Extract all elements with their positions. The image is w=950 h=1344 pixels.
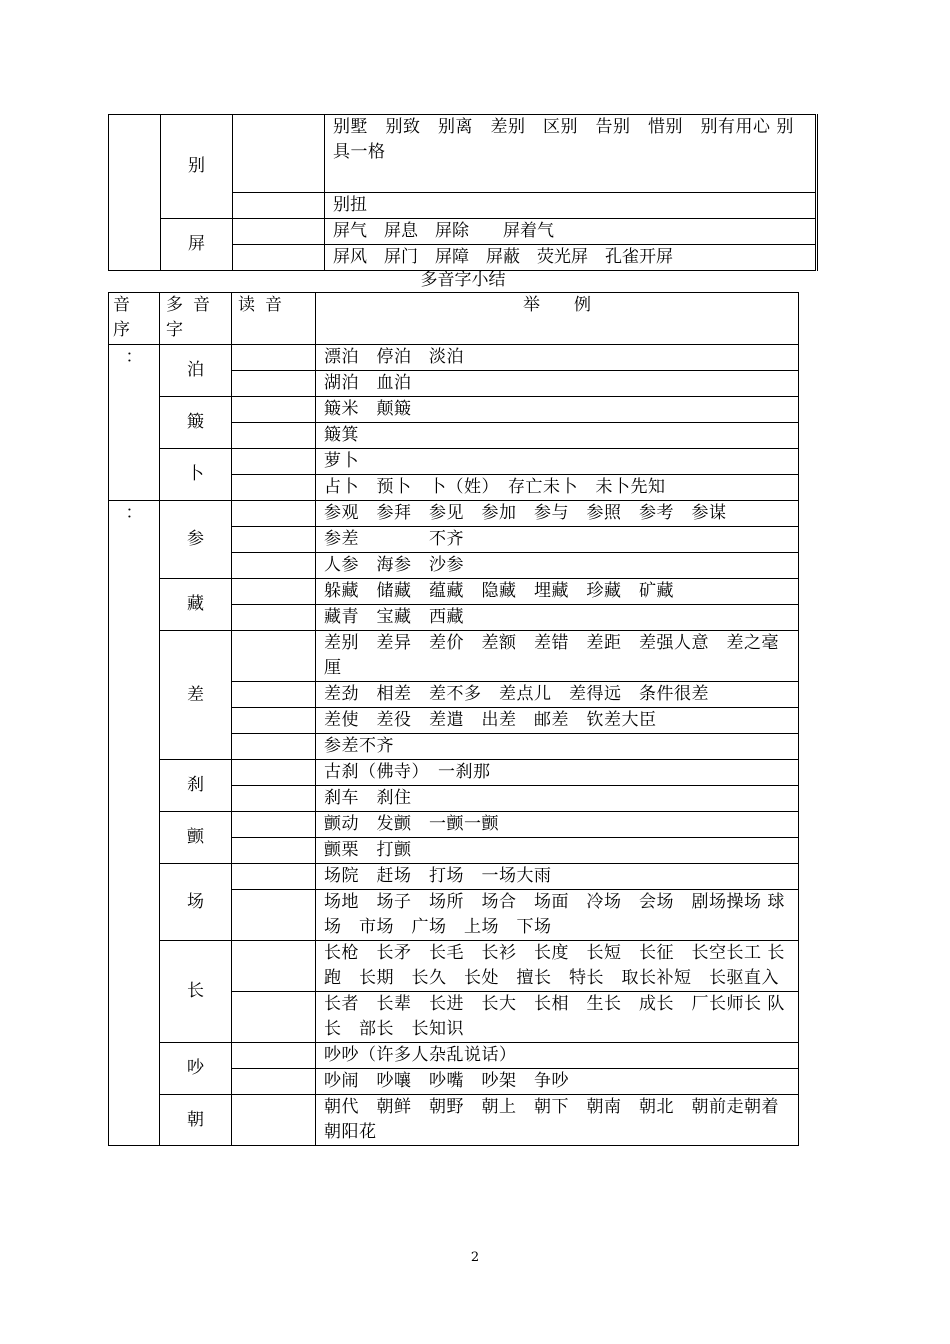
- seq-cell: ：: [109, 345, 160, 501]
- reading-cell: [232, 864, 316, 890]
- examples-cell: 人参 海参 沙参: [316, 553, 799, 579]
- top-table: [108, 114, 818, 271]
- examples-cell: 参差不齐: [316, 734, 799, 760]
- summary-body: [109, 345, 799, 1146]
- reading-cell: [232, 1069, 316, 1095]
- examples-cell: 别墅 别致 别离 差别 区别 告别 惜别 别有用心 别具一格: [325, 115, 817, 193]
- table-row: [109, 501, 799, 527]
- examples-cell: 差使 差役 差遣 出差 邮差 钦差大臣: [316, 708, 799, 734]
- header-reading: 读音: [232, 293, 316, 345]
- reading-cell: [232, 475, 316, 501]
- examples-cell: 萝卜: [316, 449, 799, 475]
- reading-cell: [232, 631, 316, 682]
- reading-cell: [232, 1095, 316, 1146]
- char-cell: 卜: [160, 449, 232, 501]
- reading-cell: [232, 682, 316, 708]
- table-row: [109, 579, 799, 605]
- char-cell: 差: [160, 631, 232, 760]
- examples-cell: 藏青 宝藏 西藏: [316, 605, 799, 631]
- examples-cell: 湖泊 血泊: [316, 371, 799, 397]
- examples-cell: 吵吵（许多人杂乱说话）: [316, 1043, 799, 1069]
- reading-cell: [232, 501, 316, 527]
- table-row: [109, 397, 799, 423]
- char-cell: 藏: [160, 579, 232, 631]
- reading-cell: [232, 760, 316, 786]
- reading-cell: [232, 553, 316, 579]
- examples-cell: 差劲 相差 差不多 差点儿 差得远 条件很差: [316, 682, 799, 708]
- examples-cell: 参差 不齐: [316, 527, 799, 553]
- reading-cell: [232, 890, 316, 941]
- examples-cell: 场地 场子 场所 场合 场面 冷场 会场 剧场操场 球场 市场 广场 上场 下场: [316, 890, 799, 941]
- table-row: [109, 345, 799, 371]
- reading-cell: [233, 193, 325, 219]
- examples-cell: 长者 长辈 长进 长大 长相 生长 成长 厂长师长 队长 部长 长知识: [316, 992, 799, 1043]
- examples-cell: 躲藏 储藏 蕴藏 隐藏 埋藏 珍藏 矿藏: [316, 579, 799, 605]
- examples-cell: 长枪 长矛 长毛 长衫 长度 长短 长征 长空长工 长跑 长期 长久 长处 擅长 特长 取长补短 长驱直入: [316, 941, 799, 992]
- examples-cell: 漂泊 停泊 淡泊: [316, 345, 799, 371]
- char-cell: 场: [160, 864, 232, 941]
- examples-cell: 屏风 屏门 屏障 屏蔽 荧光屏 孔雀开屏: [325, 245, 817, 271]
- table-row: [109, 449, 799, 475]
- char-cell: 吵: [160, 1043, 232, 1095]
- examples-cell: 朝代 朝鲜 朝野 朝上 朝下 朝南 朝北 朝前走朝着 朝阳花: [316, 1095, 799, 1146]
- reading-cell: [232, 992, 316, 1043]
- reading-cell: [232, 397, 316, 423]
- table-row: [109, 631, 799, 682]
- reading-cell: [232, 579, 316, 605]
- examples-cell: 簸箕: [316, 423, 799, 449]
- char-cell: 簸: [160, 397, 232, 449]
- summary-table: [108, 292, 799, 1146]
- examples-cell: 吵闹 吵嚷 吵嘴 吵架 争吵: [316, 1069, 799, 1095]
- reading-cell: [232, 941, 316, 992]
- reading-cell: [232, 838, 316, 864]
- reading-cell: [232, 423, 316, 449]
- char-cell: 屏: [161, 219, 233, 271]
- reading-cell: [233, 115, 325, 193]
- examples-cell: 别扭: [325, 193, 817, 219]
- table-row: [109, 1095, 799, 1146]
- reading-cell: [232, 371, 316, 397]
- reading-cell: [232, 734, 316, 760]
- examples-cell: 屏气 屏息 屏除 屏着气: [325, 219, 817, 245]
- reading-cell: [232, 708, 316, 734]
- reading-cell: [232, 1043, 316, 1069]
- header-seq: 音序: [109, 293, 160, 345]
- examples-cell: 颤栗 打颤: [316, 838, 799, 864]
- table-row: [109, 812, 799, 838]
- examples-cell: 差别 差异 差价 差额 差错 差距 差强人意 差之毫厘: [316, 631, 799, 682]
- page-number: 2: [470, 1250, 480, 1265]
- char-cell: 长: [160, 941, 232, 1043]
- reading-cell: [233, 245, 325, 271]
- char-cell: 别: [161, 115, 233, 219]
- table-row: [109, 941, 799, 992]
- examples-cell: 簸米 颠簸: [316, 397, 799, 423]
- table-row: [109, 760, 799, 786]
- reading-cell: [232, 345, 316, 371]
- reading-cell: [232, 812, 316, 838]
- examples-cell: 参观 参拜 参见 参加 参与 参照 参考 参谋: [316, 501, 799, 527]
- char-cell: 朝: [160, 1095, 232, 1146]
- summary-title: 多音字小结: [420, 270, 506, 290]
- seq-cell: [109, 115, 161, 271]
- reading-cell: [232, 786, 316, 812]
- reading-cell: [232, 449, 316, 475]
- examples-cell: 颤动 发颤 一颤一颤: [316, 812, 799, 838]
- header-char: 多音字: [160, 293, 232, 345]
- char-cell: 刹: [160, 760, 232, 812]
- examples-cell: 场院 赶场 打场 一场大雨: [316, 864, 799, 890]
- reading-cell: [232, 605, 316, 631]
- header-examples: 举 例: [316, 293, 799, 345]
- table-row: [109, 1043, 799, 1069]
- examples-cell: 占卜 预卜 卜（姓） 存亡未卜 未卜先知: [316, 475, 799, 501]
- reading-cell: [232, 527, 316, 553]
- char-cell: 参: [160, 501, 232, 579]
- examples-cell: 刹车 刹住: [316, 786, 799, 812]
- char-cell: 颤: [160, 812, 232, 864]
- seq-cell: ：: [109, 501, 160, 1146]
- table-row: [109, 864, 799, 890]
- examples-cell: 古刹（佛寺） 一刹那: [316, 760, 799, 786]
- char-cell: 泊: [160, 345, 232, 397]
- reading-cell: [233, 219, 325, 245]
